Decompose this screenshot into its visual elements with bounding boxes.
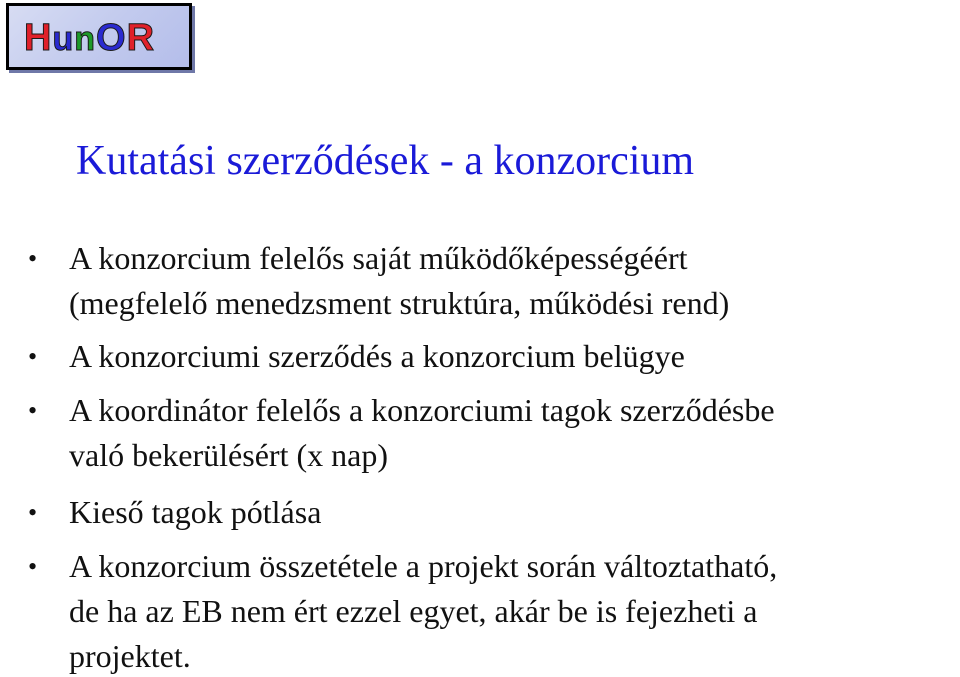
bullet-text: [69, 490, 321, 535]
logo-letter-o: O: [96, 17, 127, 59]
logo-letter-h: H: [24, 17, 53, 59]
bullet-line: projektet.: [69, 638, 191, 674]
bullet-icon: •: [28, 342, 38, 371]
logo-letter-n: n: [74, 20, 97, 58]
bullet-text: [69, 236, 729, 326]
bullet-line: Kieső tagok pótlása: [69, 494, 322, 530]
bullet-line: (megfelelő menedzsment struktúra, működési rend): [69, 285, 730, 321]
bullet-text: [69, 544, 777, 677]
bullet-icon: •: [28, 396, 38, 425]
bullet-line: A koordinátor felelős a konzorciumi tagok szerződésbe: [69, 392, 775, 428]
slide-title: Kutatási szerződések - a konzorcium: [76, 138, 695, 184]
bullet-line: A konzorcium összetétele a projekt során változtatható,: [69, 548, 778, 584]
bullet-text: [69, 388, 775, 478]
logo-letter-r: R: [126, 17, 156, 59]
logo-letter-u: u: [52, 20, 75, 58]
bullet-icon: •: [28, 498, 38, 527]
bullet-line: A konzorcium felelős saját működőképességéért: [69, 240, 688, 276]
bullet-text: [69, 334, 685, 379]
bullet-line: való bekerülésért (x nap): [69, 437, 388, 473]
bullet-line: A konzorciumi szerződés a konzorcium belügye: [69, 338, 685, 374]
bullet-icon: •: [28, 552, 38, 581]
bullet-icon: •: [28, 244, 38, 273]
bullet-line: de ha az EB nem ért ezzel egyet, akár be is fejezheti a: [69, 593, 758, 629]
